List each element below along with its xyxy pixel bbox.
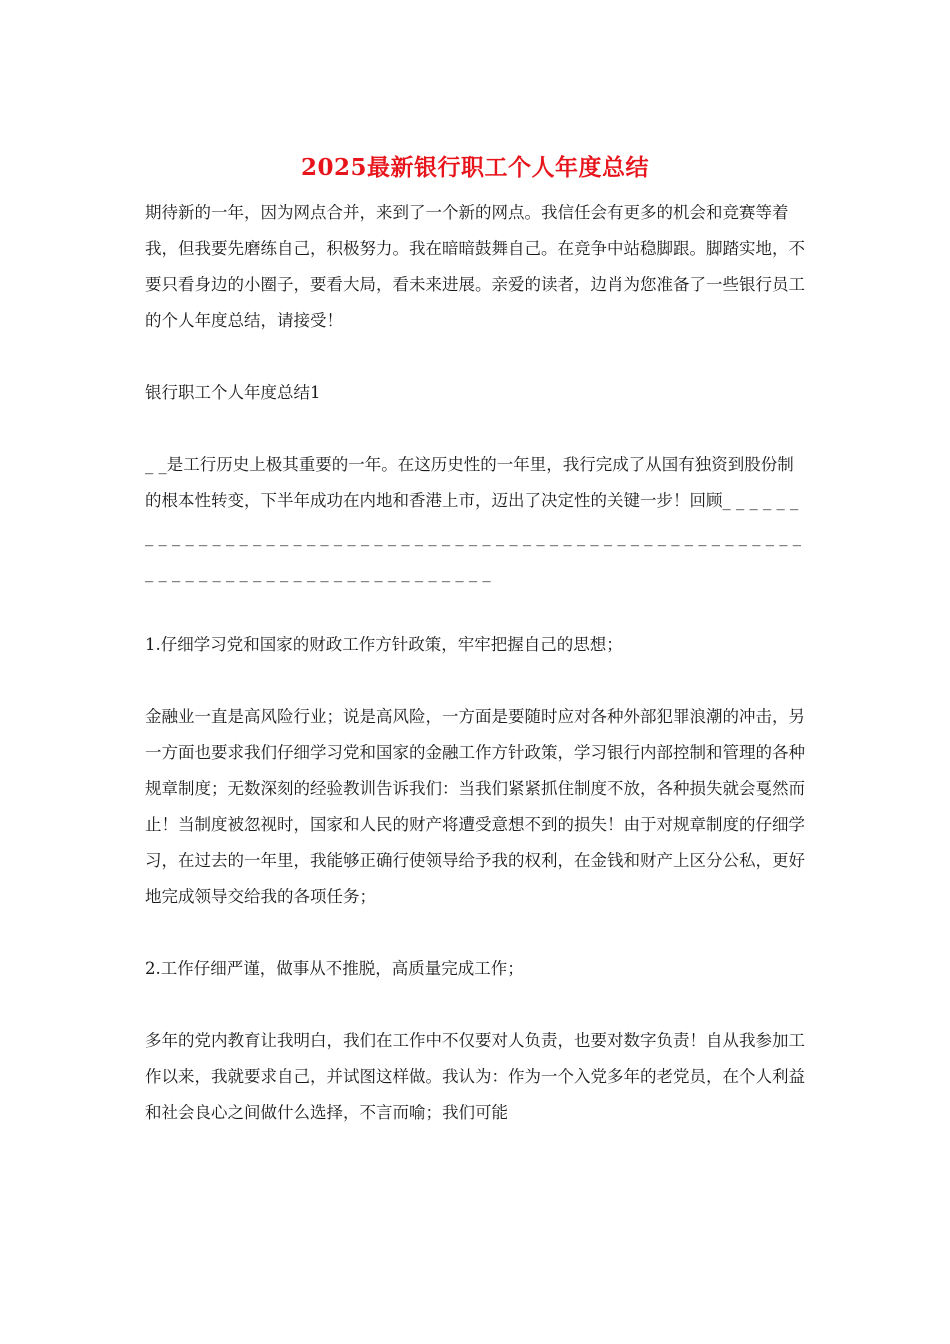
document-body — [145, 195, 810, 1131]
paragraph-spacer — [145, 663, 810, 699]
paragraph-spacer — [145, 411, 810, 447]
paragraph-spacer — [145, 915, 810, 951]
history-paragraph: _ _是工行历史上极其重要的一年。在这历史性的一年里，我行完成了从国有独资到股份制的根本性转变，下半年成功在内地和香港上市，迈出了决定性的关键一步！回顾_ _ _ _ _ _ _ _ _ _ _ _ _ _ _ _ _ _ _ _ _ _ _ _ _ _ _ _ _ _ _ _ _ _ _ _ _ _ _ _ _ _ _ _ _ _ _ _ _ _ _ _ _ _ _ _ _ _ _ _ _ _ _ _ _ _ _ _ _ _ _ _ _ _ _ _ _ _ _ _ _ — [145, 455, 802, 582]
section-heading: 银行职工个人年度总结1 — [145, 383, 321, 402]
intro-paragraph: 期待新的一年，因为网点合并，来到了一个新的网点。我信任会有更多的机会和竞赛等着我，但我要先磨练自己，积极努力。我在暗暗鼓舞自己。在竞争中站稳脚跟。脚踏实地，不要只看身边的小圈子，要看大局，看未来进展。亲爱的读者，边肖为您准备了一些银行员工的个人年度总结，请接受！ — [145, 203, 805, 330]
paragraph-spacer — [145, 339, 810, 375]
item2-body: 多年的党内教育让我明白，我们在工作中不仅要对人负责，也要对数字负责！自从我参加工作以来，我就要求自己，并试图这样做。我认为：作为一个入党多年的老党员，在个人利益和社会良心之间做什么选择，不言而喻；我们可能 — [145, 1031, 805, 1122]
paragraph-spacer — [145, 987, 810, 1023]
item1-body: 金融业一直是高风险行业；说是高风险，一方面是要随时应对各种外部犯罪浪潮的冲击，另一方面也要求我们仔细学习党和国家的金融工作方针政策，学习银行内部控制和管理的各种规章制度；无数深刻的经验教训告诉我们：当我们紧紧抓住制度不放，各种损失就会戛然而止！当制度被忽视时，国家和人民的财产将遭受意想不到的损失！由于对规章制度的仔细学习，在过去的一年里，我能够正确行使领导给予我的权利，在金钱和财产上区分公私，更好地完成领导交给我的各项任务； — [145, 707, 805, 906]
document-title: 2025最新银行职工个人年度总结 — [300, 154, 649, 181]
item2-heading: 2.工作仔细严谨，做事从不推脱，高质量完成工作； — [145, 959, 524, 978]
paragraph-spacer — [145, 591, 810, 627]
item1-heading: 1.仔细学习党和国家的财政工作方针政策，牢牢把握自己的思想； — [145, 635, 623, 654]
